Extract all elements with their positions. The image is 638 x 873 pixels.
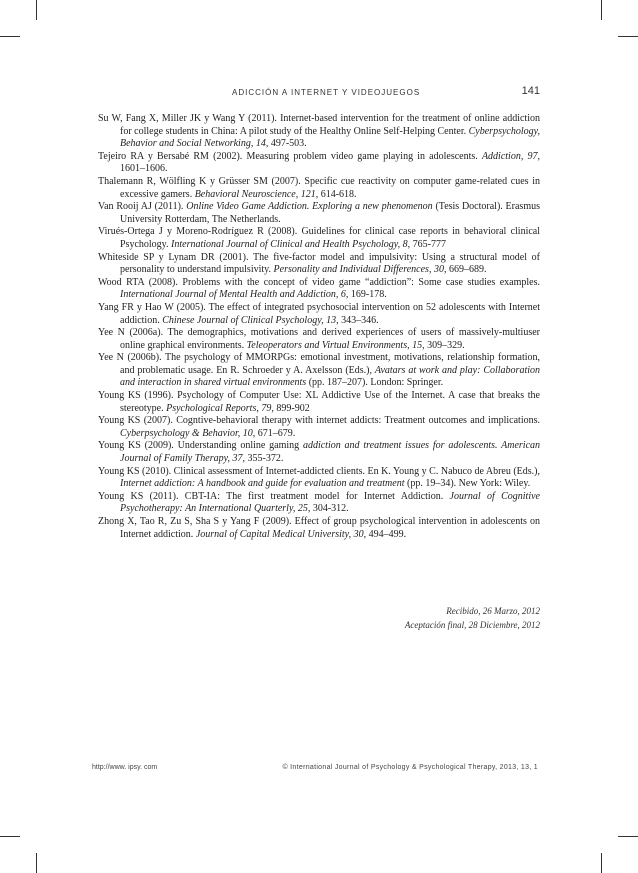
reference-tail: , 304-312. xyxy=(307,503,349,515)
reference-entry xyxy=(98,201,540,226)
reference-source: Teleoperators and Virtual Environments, 15 xyxy=(246,339,423,351)
reference-source: Journal of Cognitive Psychotherapy: An International Quarterly, 25 xyxy=(120,490,540,515)
reference-source: Addiction, 97 xyxy=(481,150,538,162)
page-header xyxy=(100,85,540,104)
crop-mark xyxy=(618,36,638,37)
reference-text: Tejeiro RA y Bersabé RM (2002). Measuring problem video game playing in adolescents. xyxy=(98,150,482,162)
reference-tail: , 355-372. xyxy=(242,453,284,465)
reference-text: Thalemann R, Wölfling K y Grüsser SM (2007). Specific cue reactivity on computer game-related cues in excessive gamers. xyxy=(98,175,540,200)
reference-tail: , 497-503. xyxy=(265,138,307,150)
reference-text: Young KS (2011). CBT-IA: The first treatment model for Internet Addiction. xyxy=(98,490,450,502)
reference-text: Whiteside SP y Lynam DR (2001). The five-factor model and impulsivity: Using a structural model of personality to understand impulsivity. xyxy=(98,251,540,276)
reference-tail: (pp. 187–207). London: Springer. xyxy=(306,377,444,389)
reference-tail: , 765-777 xyxy=(407,238,447,250)
reference-tail: , 169-178. xyxy=(345,289,387,301)
accepted-date: Aceptación final, 28 Diciembre, 2012 xyxy=(404,620,540,630)
reference-entry xyxy=(98,390,540,415)
running-title: ADICCIÓN A INTERNET Y VIDEOJUEGOS xyxy=(232,88,421,97)
footer-url: http://www. ipsy. com xyxy=(92,764,158,771)
reference-text: Zhong X, Tao R, Zu S, Sha S y Yang F (2009). Effect of group psychological intervention in adolescents on Internet addiction. xyxy=(98,516,540,540)
reference-source: Chinese Journal of Clinical Psychology, 13 xyxy=(162,314,337,326)
reference-entry xyxy=(98,516,540,541)
reference-tail: , 899-902 xyxy=(271,402,310,414)
reference-entry xyxy=(98,226,540,251)
crop-mark xyxy=(618,836,638,837)
reference-source: Avatars at work and play: Collaboration and interaction in shared virtual environments xyxy=(120,364,540,389)
reference-source: Journal of Capital Medical University, 30 xyxy=(195,528,364,540)
reference-tail: , 671–679. xyxy=(252,427,296,439)
crop-mark xyxy=(0,836,20,837)
reference-tail: , 669–689. xyxy=(443,264,487,276)
reference-tail: , 309–329. xyxy=(422,339,465,351)
reference-source: Cyberpsychology & Behavior, 10 xyxy=(120,427,253,439)
reference-source: Psychological Reports, 79 xyxy=(166,402,272,414)
reference-text: Young KS (2007). Cogntive-behavioral therapy with internet addicts: Treatment outcomes and implications. xyxy=(98,415,540,427)
reference-entry xyxy=(98,466,540,491)
received-date: Recibido, 26 Marzo, 2012 xyxy=(446,606,540,616)
reference-list xyxy=(98,113,540,541)
crop-mark xyxy=(36,0,37,20)
reference-text: Wood RTA (2008). Problems with the concept of video game “addiction”: Some case studies examples. xyxy=(98,276,540,288)
reference-text: Young KS (2010). Clinical assessment of Internet-addicted clients. En K. Young y C. Nabuco de Abreu (Eds.), xyxy=(98,465,540,477)
reference-source: Internet addiction: A handbook and guide for evaluation and treatment xyxy=(120,478,405,490)
reference-text: Yee N (2006b). The psychology of MMORPGs: emotional investment, motivations, relationship formation, and problematic usage. En R. Schroeder y A. Axelsson (Eds.), xyxy=(98,352,540,376)
crop-mark xyxy=(36,853,37,873)
reference-entry xyxy=(98,113,540,151)
reference-entry xyxy=(98,151,540,176)
reference-source: International Journal of Clinical and Health Psychology, 8 xyxy=(171,238,408,250)
reference-text: Virués-Ortega J y Moreno-Rodríguez R (2008). Guidelines for clinical case reports in behavioral clinical Psychology. xyxy=(98,226,540,250)
reference-text: Van Rooij AJ (2011). xyxy=(98,201,187,213)
reference-tail: , 494–499. xyxy=(363,528,407,540)
crop-mark xyxy=(0,36,20,37)
reference-source: addiction and treatment issues for adolescents. American Journal of Family Therapy, 37 xyxy=(120,440,541,465)
reference-tail: , 614-618. xyxy=(315,188,357,200)
reference-entry xyxy=(98,352,540,390)
reference-text: Young KS (2009). Understanding online gaming xyxy=(98,440,303,452)
reference-text: Su W, Fang X, Miller JK y Wang Y (2011). Internet-based intervention for the treatment of online addiction for college students in China: A pilot study of the Healthy Online Self-Helping Center. xyxy=(98,113,540,137)
reference-entry xyxy=(98,327,540,352)
reference-tail: , 1601–1606. xyxy=(120,150,540,175)
footer-copyright: © International Journal of Psychology & Psychological Therapy, 2013, 13, 1 xyxy=(282,764,538,771)
reference-entry xyxy=(98,176,540,201)
reference-entry xyxy=(98,415,540,440)
reference-source: International Journal of Mental Health and Addiction, 6 xyxy=(120,289,346,301)
reference-text: Young KS (1996). Psychology of Computer Use: XL Addictive Use of the Internet. A case that breaks the stereotype. xyxy=(98,390,540,414)
reference-source: Cyberpsychology, Behavior and Social Networking, 14 xyxy=(120,125,540,150)
reference-source: Online Video Game Addiction. Exploring a new phenomenon xyxy=(186,201,433,213)
reference-entry xyxy=(98,252,540,277)
reference-source: Behavioral Neuroscience, 121 xyxy=(194,188,316,200)
reference-tail: , 343–346. xyxy=(336,314,379,326)
reference-entry xyxy=(98,440,540,465)
reference-entry xyxy=(98,302,540,327)
reference-source: Personality and Individual Differences, 30 xyxy=(273,264,444,276)
page-number: 141 xyxy=(521,85,540,97)
crop-mark xyxy=(601,0,602,20)
reference-text: Yee N (2006a). The demographics, motivations and derived experiences of users of massively-multiuser online graphical environments. xyxy=(98,327,540,351)
reference-text: Yang FR y Hao W (2005). The effect of integrated psychosocial intervention on 52 adolescents with Internet addiction. xyxy=(98,301,540,326)
reference-entry xyxy=(98,491,540,516)
crop-mark xyxy=(601,853,602,873)
manuscript-dates xyxy=(405,604,540,632)
reference-tail: (pp. 19–34). New York: Wiley. xyxy=(404,478,531,490)
reference-tail: (Tesis Doctoral). Erasmus University Rotterdam, The Netherlands. xyxy=(120,201,540,225)
reference-entry xyxy=(98,277,540,302)
